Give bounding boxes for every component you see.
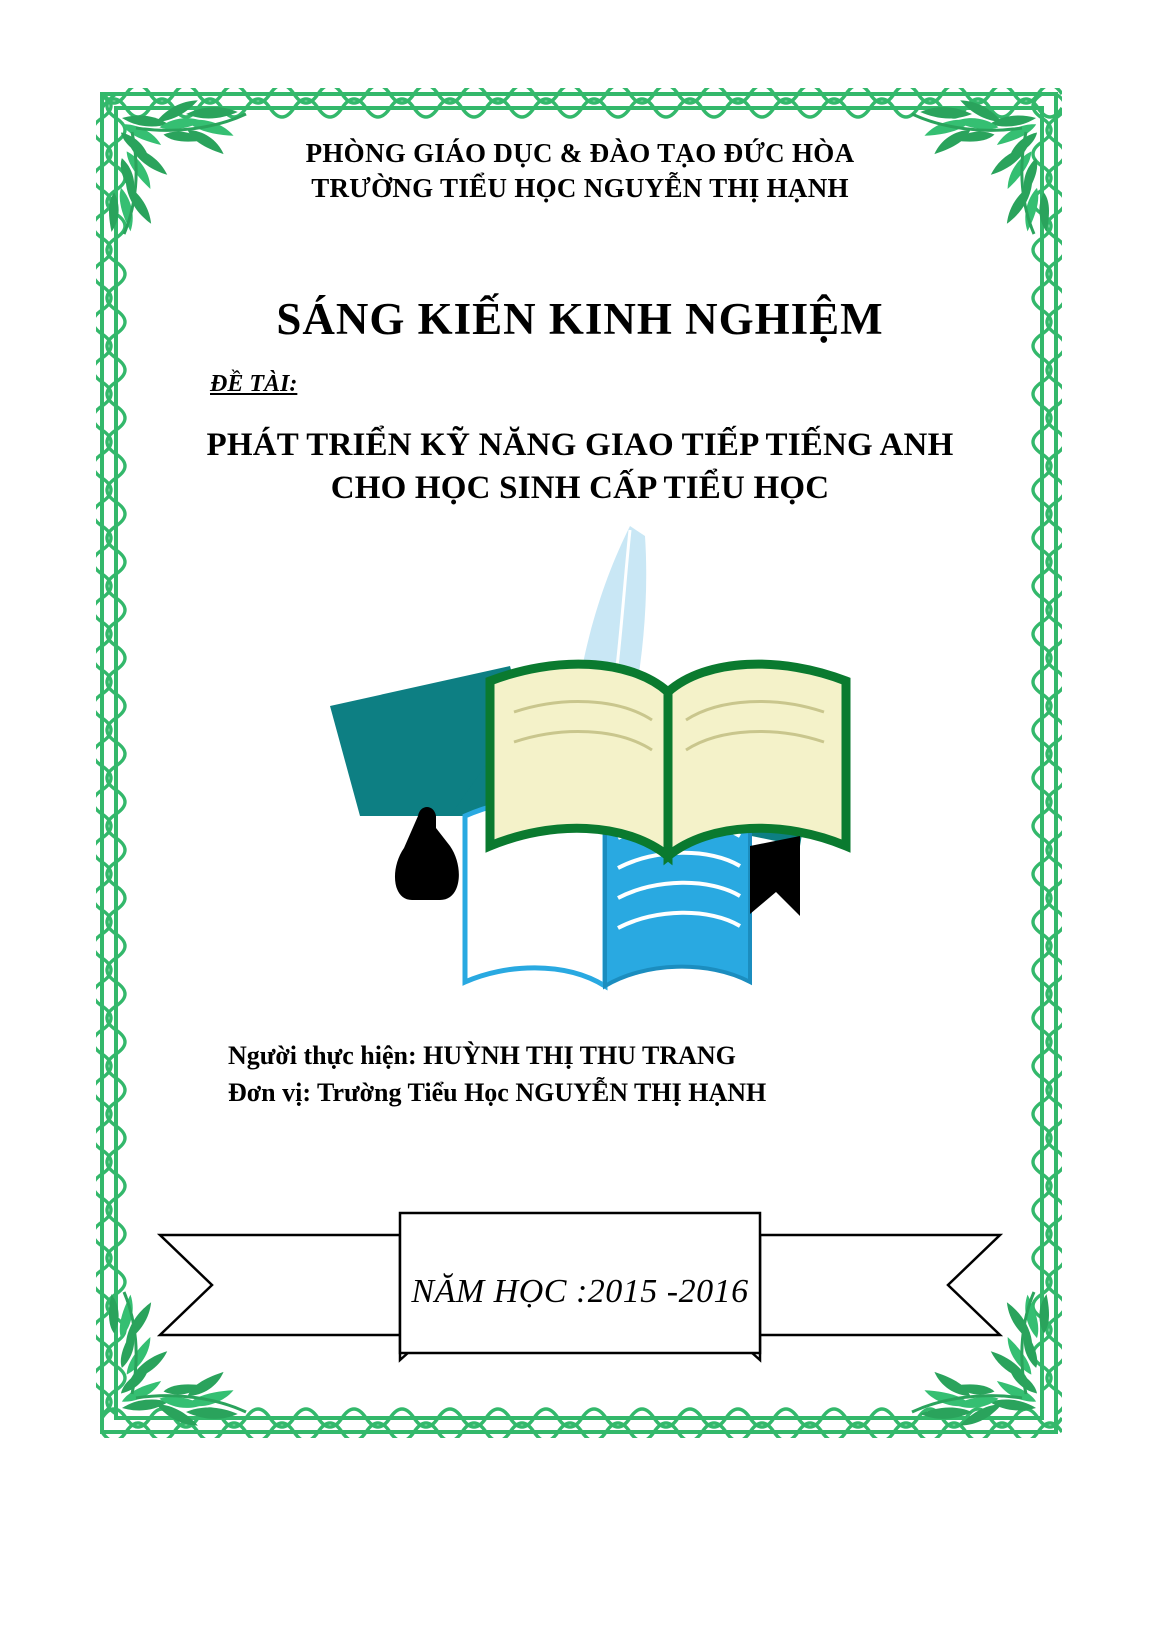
page-title: SÁNG KIẾN KINH NGHIỆM (276, 294, 884, 345)
open-book-graduation-cap-quill-icon (150, 516, 1010, 1016)
school-name: TRƯỜNG TIỂU HỌC NGUYỄN THỊ HẠNH (311, 172, 849, 203)
department-name: PHÒNG GIÁO DỤC & ĐÀO TẠO ĐỨC HÒA (305, 138, 855, 168)
topic-title (150, 424, 1010, 510)
organization-header (150, 136, 1010, 205)
school-year-ribbon (150, 1205, 1010, 1380)
school-year-text: NĂM HỌC :2015 -2016 (411, 1273, 749, 1310)
author-performer: Người thực hiện: HUỲNH THỊ THU TRANG (228, 1040, 736, 1070)
cover-page-content (150, 120, 1010, 1410)
author-block (150, 1038, 1010, 1112)
topic-title-line-2: CHO HỌC SINH CẤP TIỂU HỌC (330, 469, 830, 506)
topic-title-line-1: PHÁT TRIỂN KỸ NĂNG GIAO TIẾP TIẾNG ANH (206, 427, 954, 464)
author-unit: Đơn vị: Trường Tiểu Học NGUYỄN THỊ HẠNH (228, 1077, 767, 1107)
topic-label: ĐỀ TÀI: (210, 371, 298, 398)
